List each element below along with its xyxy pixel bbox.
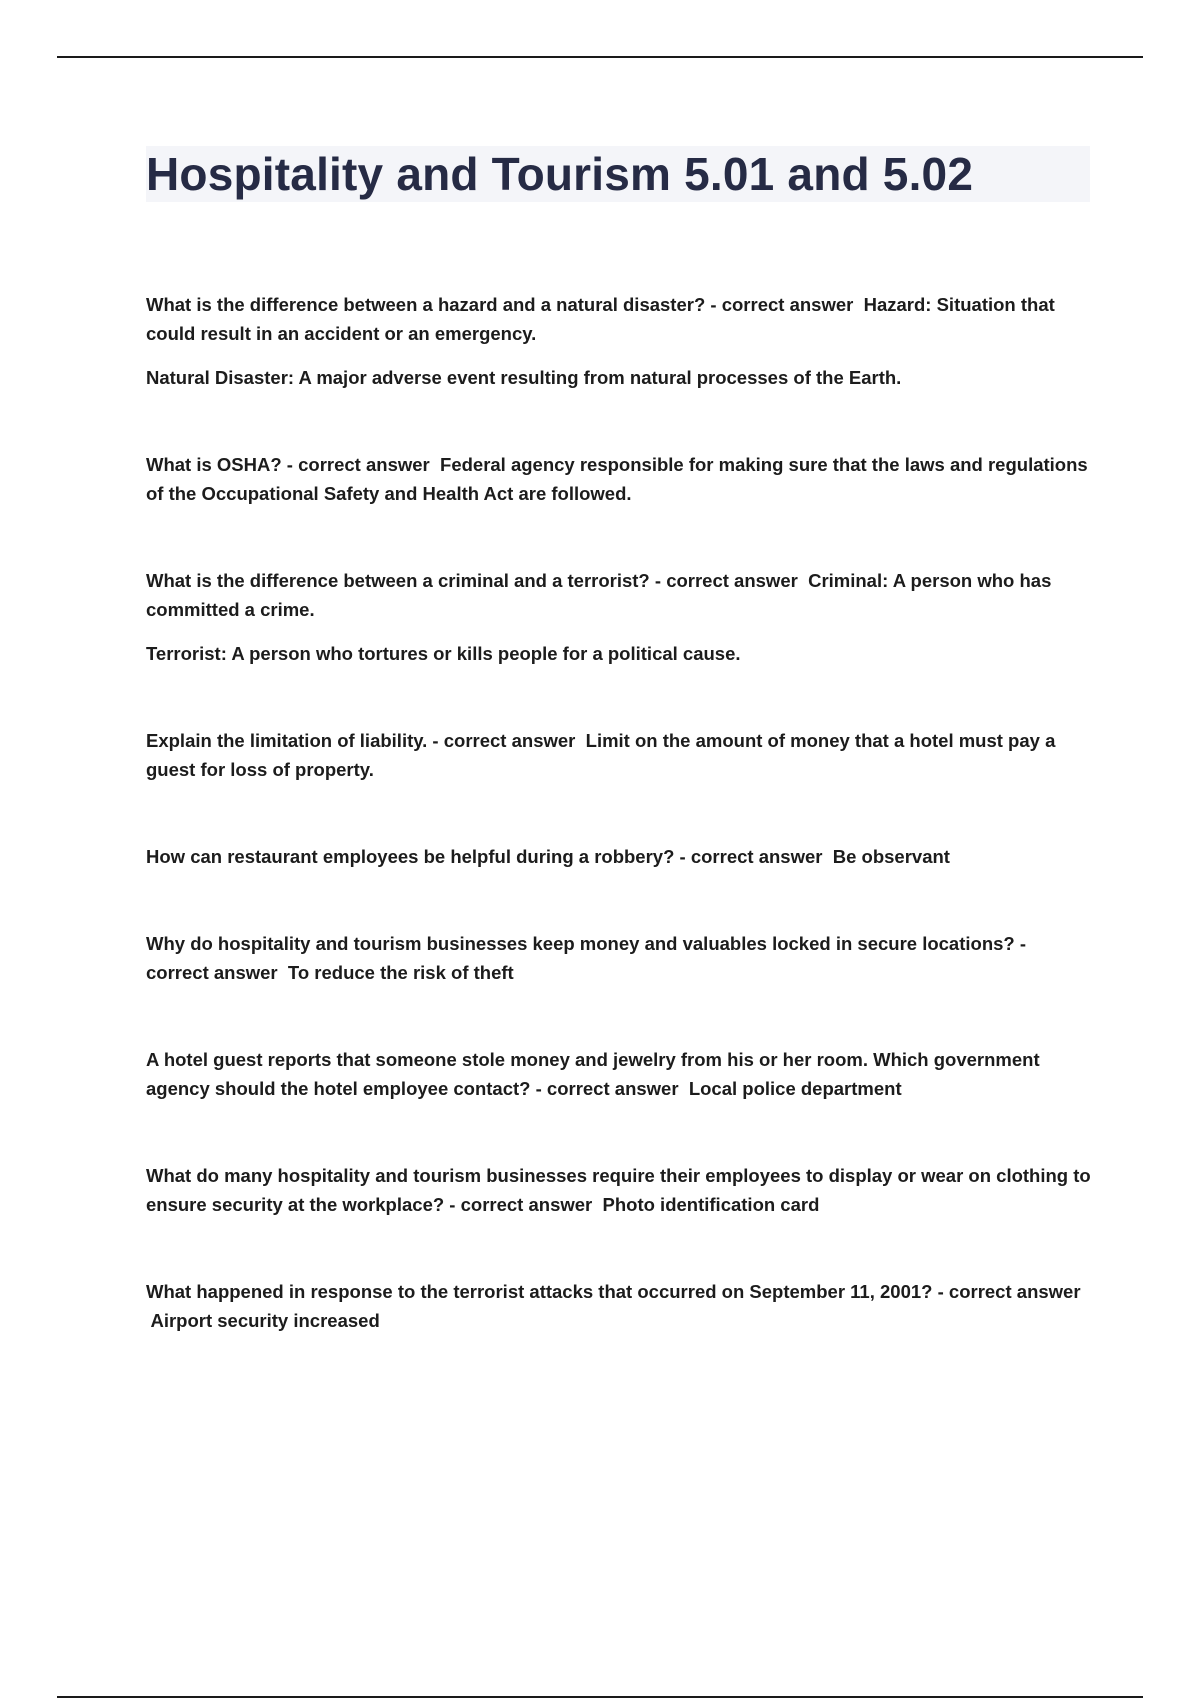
qa-entry	[146, 1045, 1092, 1103]
answer-separator: - correct answer	[530, 1078, 684, 1099]
qa-item	[146, 842, 1092, 871]
qa-entry	[146, 290, 1092, 348]
qa-list	[146, 290, 1092, 1393]
answer-text: Federal agency responsible for making sure that the laws and regulations of the Occupational Safety and Health Act are followed.	[146, 454, 1088, 504]
question-text: What happened in response to the terrorist attacks that occurred on September 11, 2001?	[146, 1281, 933, 1302]
qa-entry	[146, 726, 1092, 784]
qa-item	[146, 726, 1092, 784]
question-text: What is OSHA?	[146, 454, 282, 475]
page-title: Hospitality and Tourism 5.01 and 5.02	[146, 148, 974, 200]
question-text: What is the difference between a hazard and a natural disaster?	[146, 294, 706, 315]
footer-rule	[57, 1696, 1143, 1698]
qa-entry	[146, 1277, 1092, 1335]
answer-text: Criminal: A person who has committed a crime.	[146, 570, 1052, 620]
answer-separator: - correct answer	[705, 294, 859, 315]
question-text: What do many hospitality and tourism businesses require their employees to display or wear on clothing to ensure security at the workplace?	[146, 1165, 1091, 1215]
answer-separator: - correct answer	[649, 570, 803, 591]
answer-separator: - correct answer	[427, 730, 581, 751]
qa-entry	[146, 929, 1092, 987]
qa-entry	[146, 1161, 1092, 1219]
answer-separator: - correct answer	[932, 1281, 1081, 1302]
question-text: Explain the limitation of liability.	[146, 730, 428, 751]
answer-separator: - correct answer	[146, 933, 1027, 983]
answer-text: Local police department	[688, 1078, 902, 1099]
answer-separator: - correct answer	[674, 846, 828, 867]
answer-separator: - correct answer	[281, 454, 435, 475]
answer-text: Be observant	[832, 846, 950, 867]
question-text: Why do hospitality and tourism businesses keep money and valuables locked in secure locations?	[146, 933, 1015, 954]
qa-item	[146, 450, 1092, 508]
question-text: A hotel guest reports that someone stole money and jewelry from his or her room. Which government agency should the hotel employee contact?	[146, 1049, 1040, 1099]
question-text: How can restaurant employees be helpful during a robbery?	[146, 846, 675, 867]
answer-text: Limit on the amount of money that a hotel must pay a guest for loss of property.	[146, 730, 1056, 780]
qa-item	[146, 290, 1092, 392]
answer-text: Hazard: Situation that could result in an accident or an emergency.	[146, 294, 1055, 344]
qa-entry	[146, 566, 1092, 624]
answer-extra: Terrorist: A person who tortures or kills people for a political cause.	[146, 643, 741, 664]
answer-text: Photo identification card	[602, 1194, 820, 1215]
qa-item	[146, 1161, 1092, 1219]
qa-entry	[146, 450, 1092, 508]
question-text: What is the difference between a criminal and a terrorist?	[146, 570, 650, 591]
qa-item	[146, 1277, 1092, 1335]
answer-extra: Natural Disaster: A major adverse event resulting from natural processes of the Earth.	[146, 367, 902, 388]
header-rule	[57, 56, 1143, 58]
qa-item	[146, 566, 1092, 668]
answer-separator: - correct answer	[444, 1194, 598, 1215]
qa-item	[146, 929, 1092, 987]
qa-item	[146, 1045, 1092, 1103]
qa-entry	[146, 842, 1092, 871]
answer-text: Airport security increased	[150, 1310, 380, 1331]
answer-text: To reduce the risk of theft	[287, 962, 514, 983]
